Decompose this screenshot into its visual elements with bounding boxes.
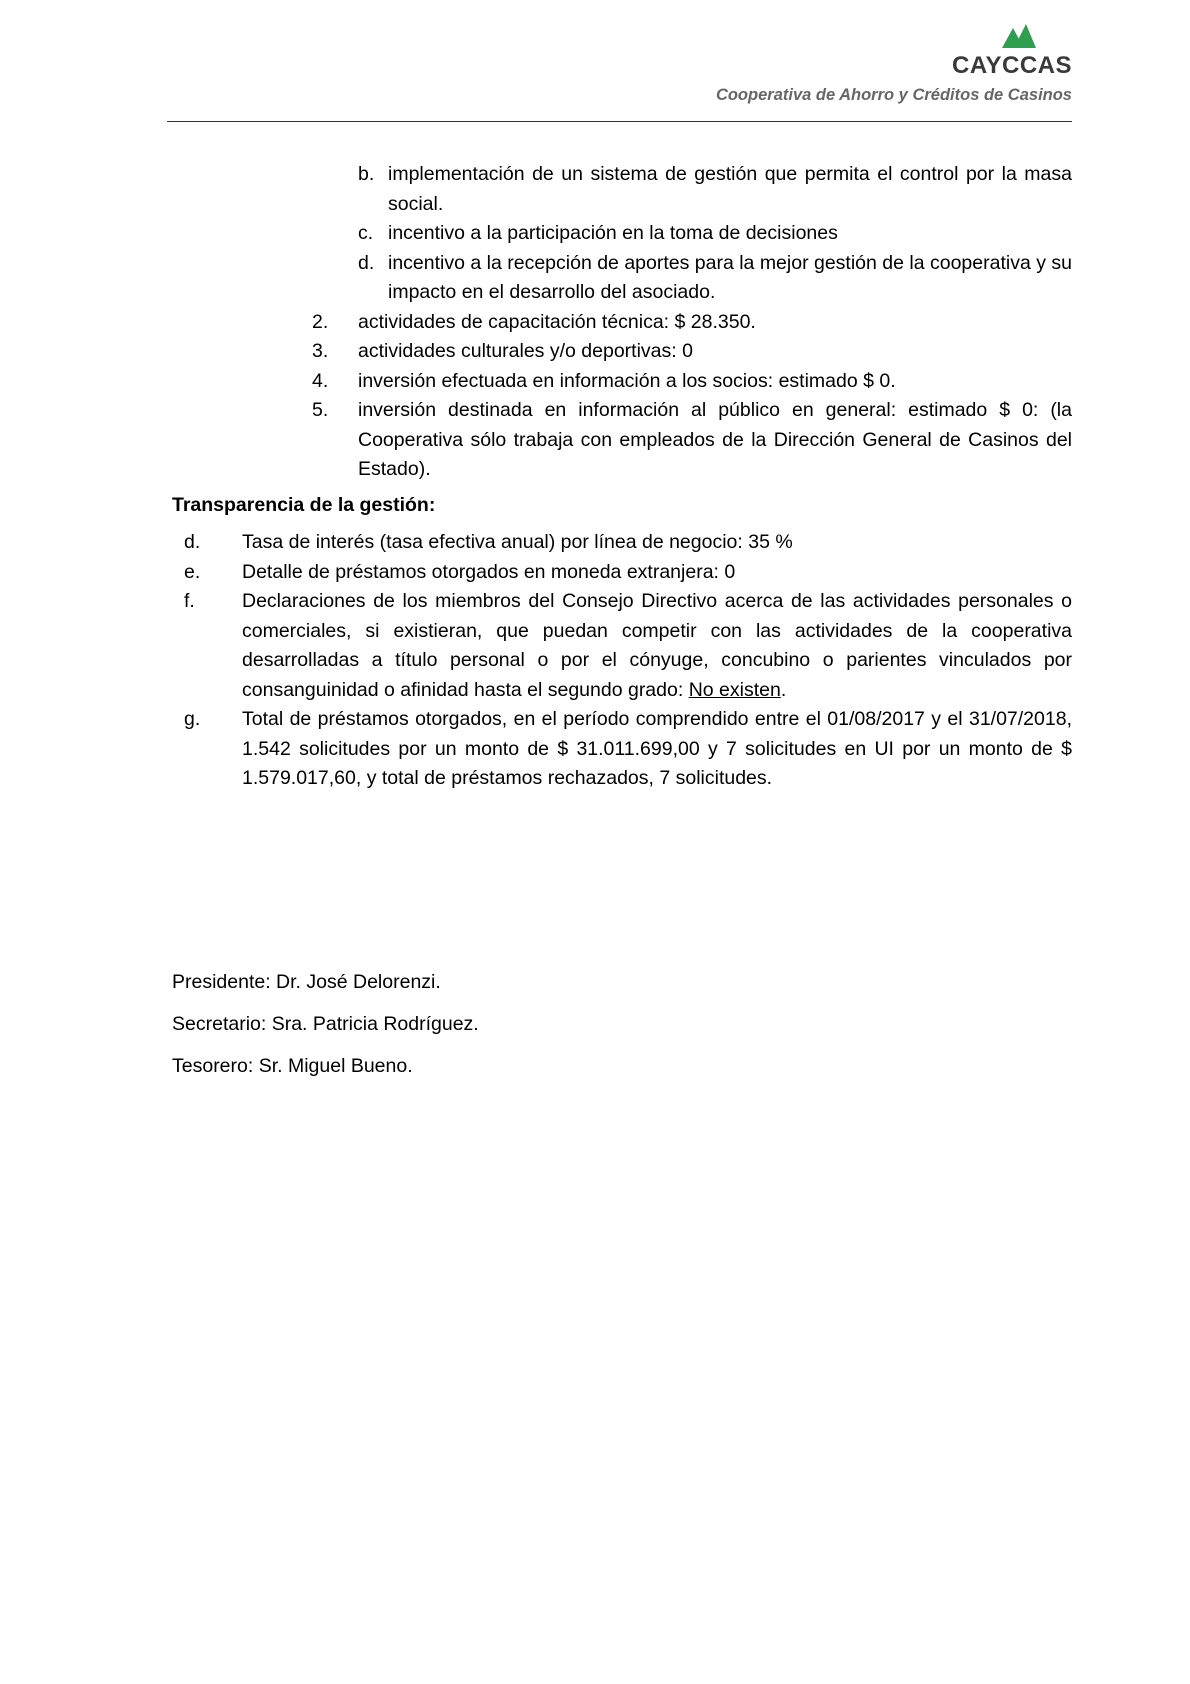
mountain-icon xyxy=(1002,24,1036,48)
section-title: Transparencia de la gestión: xyxy=(172,493,436,516)
signature-line: Tesorero: Sr. Miguel Bueno. xyxy=(172,1055,413,1077)
text-suffix: . xyxy=(780,678,787,701)
list-item xyxy=(172,160,1072,219)
cayccas-logo xyxy=(942,24,1072,80)
list-text: Detalle de préstamos otorgados en moneda extranjera: 0 xyxy=(242,560,736,583)
list-marker: d. xyxy=(184,531,201,553)
list-item xyxy=(172,705,1072,794)
list-marker: f. xyxy=(184,590,195,612)
list-marker: 3. xyxy=(312,340,329,362)
list-text: Declaraciones de los miembros del Consejo Directivo acerca de las actividades personales o comerciales, si existieran, que puedan competir con las actividades de la cooperativa desarrolladas a título personal o por el cónyuge, concubino o parientes vinculados por consanguinidad o afinidad hasta el segundo grado: xyxy=(242,590,1072,701)
list-marker: 4. xyxy=(312,369,329,392)
signature-block xyxy=(172,969,479,1095)
list-marker: g. xyxy=(184,708,201,730)
numbered-list xyxy=(172,308,1072,485)
list-marker: c. xyxy=(358,222,374,244)
page-header xyxy=(167,18,1072,122)
header-tagline: Cooperativa de Ahorro y Créditos de Casinos xyxy=(715,86,1072,104)
list-item xyxy=(172,337,1072,367)
list-item xyxy=(172,528,1072,558)
list-text: inversión destinada en información al público en general: estimado $ 0: (la Cooperativa sólo trabaja con empleados de la Dirección General de Casinos del Estado). xyxy=(358,399,1072,480)
list-item xyxy=(172,396,1072,485)
list-marker: 5. xyxy=(312,399,329,421)
list-text: incentivo a la participación en la toma de decisiones xyxy=(388,222,838,244)
logo-text: CAYCCAS xyxy=(952,52,1072,79)
list-text: actividades de capacitación técnica: $ 28.350. xyxy=(358,310,756,333)
list-marker: e. xyxy=(184,560,201,583)
list-item xyxy=(172,308,1072,338)
list-text: Total de préstamos otorgados, en el período comprendido entre el 01/08/2017 y el 31/07/2018, 1.542 solicitudes por un monto de $ 31.011.699,00 y 7 solicitudes en UI por un monto de $ 1.579.017,60, y total de préstamos rechazados, 7 solicitudes. xyxy=(242,708,1072,789)
sub-item-list xyxy=(172,160,1072,308)
header-divider xyxy=(167,121,1072,122)
transparency-list xyxy=(172,528,1072,794)
list-item xyxy=(172,558,1072,588)
signature-line: Presidente: Dr. José Delorenzi. xyxy=(172,971,441,993)
signature-line: Secretario: Sra. Patricia Rodríguez. xyxy=(172,1013,479,1035)
list-text: implementación de un sistema de gestión que permita el control por la masa social. xyxy=(388,163,1072,215)
list-item xyxy=(172,249,1072,308)
list-text-block xyxy=(242,587,1072,705)
list-text: incentivo a la recepción de aportes para la mejor gestión de la cooperativa y su impacto en el desarrollo del asociado. xyxy=(388,251,1072,303)
list-item xyxy=(172,219,1072,249)
list-text: actividades culturales y/o deportivas: 0 xyxy=(358,340,693,362)
document-body xyxy=(172,160,1072,794)
list-marker: d. xyxy=(358,251,375,274)
list-text: Tasa de interés (tasa efectiva anual) por línea de negocio: 35 % xyxy=(242,531,793,553)
list-marker: b. xyxy=(358,163,375,185)
list-marker: 2. xyxy=(312,310,329,333)
underlined-text: No existen xyxy=(688,678,781,701)
list-text: inversión efectuada en información a los socios: estimado $ 0. xyxy=(358,369,896,392)
list-item xyxy=(172,587,1072,705)
list-item xyxy=(172,367,1072,397)
